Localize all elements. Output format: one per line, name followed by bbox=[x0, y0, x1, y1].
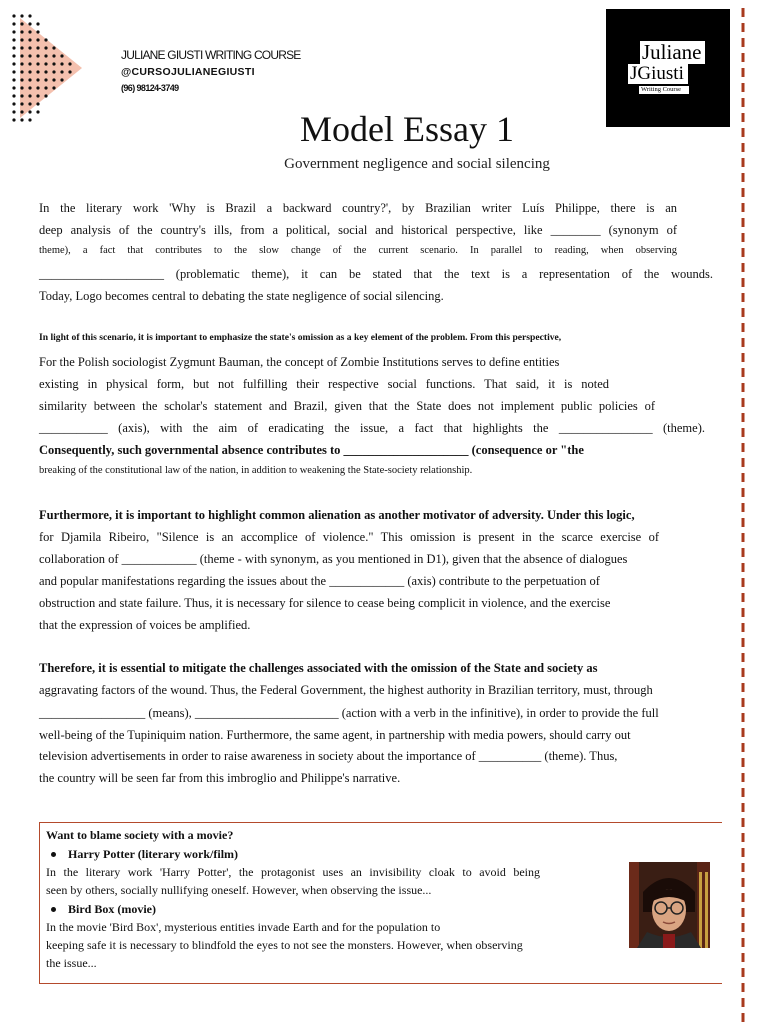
logo-line-3: Writing Course bbox=[639, 86, 689, 94]
decorative-dot bbox=[12, 22, 15, 25]
decorative-dot bbox=[60, 78, 63, 81]
p3-line: obstruction and state failure. Thus, it is necessary for silence to cease being complicit in violence, and the exercise bbox=[39, 596, 611, 610]
box-item-title: Bird Box (movie) bbox=[68, 902, 156, 916]
decorative-dot bbox=[20, 62, 23, 65]
decorative-dot bbox=[12, 102, 15, 105]
box-item-text: In the literary work 'Harry Potter', the protagonist uses an invisibility cloak to avoid being bbox=[46, 865, 540, 879]
decorative-dot bbox=[20, 22, 23, 25]
phone-number: (96) 98124-3749 bbox=[121, 83, 179, 93]
decorative-dot bbox=[28, 38, 31, 41]
page-title: Model Essay 1 bbox=[300, 109, 514, 149]
p2-line: For the Polish sociologist Zygmunt Bauman, the concept of Zombie Institutions serves to define entities bbox=[39, 355, 560, 369]
decorative-dot bbox=[44, 70, 47, 73]
p4-line: the country will be seen far from this imbroglio and Philippe's narrative. bbox=[39, 771, 401, 785]
decorative-dot bbox=[20, 54, 23, 57]
p3-line: that the expression of voices be amplified. bbox=[39, 618, 251, 632]
decorative-dot bbox=[28, 102, 31, 105]
p3-line: for Djamila Ribeiro, "Silence is an accomplice of violence." This omission is present in the scarce exercise of bbox=[39, 530, 659, 544]
p2-line: breaking of the constitutional law of the nation, in addition to weakening the State-society relationship. bbox=[39, 465, 473, 476]
box-item-title: Harry Potter (literary work/film) bbox=[68, 847, 239, 861]
decorative-dot bbox=[44, 54, 47, 57]
instagram-handle: @CURSOJULIANEGIUSTI bbox=[121, 66, 255, 78]
decorative-dot bbox=[20, 70, 23, 73]
p1-line: deep analysis of the country's ills, from a political, social and historical perspective, like ________ (synonym of bbox=[39, 223, 677, 237]
p4-line: aggravating factors of the wound. Thus, the Federal Government, the highest authority in Brazilian territory, must, through bbox=[39, 683, 653, 697]
p4-line: television advertisements in order to raise awareness in society about the importance of __________ (theme). Thus, bbox=[39, 749, 618, 763]
decorative-dot bbox=[60, 62, 63, 65]
decorative-dot bbox=[36, 70, 39, 73]
decorative-dot bbox=[68, 70, 71, 73]
decorative-dot bbox=[20, 14, 23, 17]
box-heading: Want to blame society with a movie? bbox=[46, 828, 234, 842]
decorative-dot bbox=[28, 86, 31, 89]
decorative-dot bbox=[28, 22, 31, 25]
box-item-text: keeping safe it is necessary to blindfold the eyes to not see the monsters. However, when observing bbox=[46, 938, 523, 952]
decorative-dot bbox=[28, 30, 31, 33]
decorative-dot bbox=[28, 94, 31, 97]
decorative-dot bbox=[12, 46, 15, 49]
decorative-dot bbox=[12, 14, 15, 17]
decorative-dot bbox=[28, 14, 31, 17]
bullet-icon bbox=[51, 852, 56, 857]
decorative-dot bbox=[36, 102, 39, 105]
p4-line: well-being of the Tupiniquim nation. Furthermore, the same agent, in partnership with media powers, should carry out bbox=[39, 728, 631, 742]
decorative-dot bbox=[52, 46, 55, 49]
decorative-dot bbox=[36, 94, 39, 97]
logo-line-1: Juliane bbox=[640, 41, 705, 64]
p2-line: existing in physical form, but not fulfilling their respective social functions. That said, it is noted bbox=[39, 377, 609, 391]
decorative-dot bbox=[12, 38, 15, 41]
decorative-dot bbox=[36, 54, 39, 57]
p3-line: collaboration of ____________ (theme - with synonym, as you mentioned in D1), given that the absence of dialogues bbox=[39, 552, 628, 566]
decorative-dot bbox=[28, 78, 31, 81]
decorative-dot bbox=[12, 78, 15, 81]
decorative-dot bbox=[28, 70, 31, 73]
decorative-dot bbox=[12, 70, 15, 73]
decorative-dot bbox=[12, 62, 15, 65]
p2-line: In light of this scenario, it is important to emphasize the state's omission as a key element of the problem. From this perspective, bbox=[39, 332, 562, 343]
decorative-dot bbox=[12, 30, 15, 33]
decorative-dot bbox=[44, 38, 47, 41]
p2-line: similarity between the scholar's statement and Brazil, given that the State does not implement public policies of bbox=[39, 399, 655, 413]
course-name: JULIANE GIUSTI WRITING COURSE bbox=[121, 48, 301, 62]
decorative-dot bbox=[52, 70, 55, 73]
decorative-dot bbox=[20, 102, 23, 105]
box-item-text: the issue... bbox=[46, 956, 97, 970]
p2-line: ___________ (axis), with the aim of eradicating the issue, a fact that highlights the _______________ (theme). bbox=[39, 421, 705, 435]
decorative-dot bbox=[20, 30, 23, 33]
decorative-dot bbox=[36, 38, 39, 41]
decorative-dot bbox=[68, 62, 71, 65]
logo-line-2: JGiusti bbox=[628, 64, 688, 84]
decorative-dot bbox=[20, 38, 23, 41]
p2-line: Consequently, such governmental absence contributes to ____________________ (consequence or "the bbox=[39, 443, 584, 457]
decorative-dot bbox=[36, 78, 39, 81]
decorative-dot bbox=[36, 30, 39, 33]
decorative-dot bbox=[36, 22, 39, 25]
decorative-dot bbox=[28, 54, 31, 57]
decorative-dot bbox=[20, 78, 23, 81]
decorative-dot bbox=[36, 46, 39, 49]
page-subtitle: Government negligence and social silencing bbox=[284, 156, 550, 172]
decorative-dot bbox=[60, 70, 63, 73]
p4-line: Therefore, it is essential to mitigate the challenges associated with the omission of the State and society as bbox=[39, 661, 598, 675]
p3-line: Furthermore, it is important to highlight common alienation as another motivator of adversity. Under this logic, bbox=[39, 508, 635, 522]
bullet-icon bbox=[51, 907, 56, 912]
decorative-dot bbox=[52, 62, 55, 65]
p4-line: _________________ (means), _______________________ (action with a verb in the infinitive), in order to provide the full bbox=[39, 706, 659, 720]
p3-line: and popular manifestations regarding the issues about the ____________ (axis) contribute to the perpetuation of bbox=[39, 574, 600, 588]
decorative-dot bbox=[12, 54, 15, 57]
brand-block bbox=[121, 48, 300, 93]
decorative-dot bbox=[36, 86, 39, 89]
decorative-dot bbox=[12, 94, 15, 97]
box-item-text: In the movie 'Bird Box', mysterious entities invade Earth and for the population to bbox=[46, 920, 441, 934]
decorative-dot bbox=[52, 54, 55, 57]
decorative-dot bbox=[44, 94, 47, 97]
p1-line: Today, Logo becomes central to debating the state negligence of social silencing. bbox=[39, 289, 444, 303]
p1-line: theme), a fact that contributes to the slow change of the current scenario. In parallel to reading, when observing bbox=[39, 245, 677, 256]
decorative-dot bbox=[20, 46, 23, 49]
p1-line: In the literary work 'Why is Brazil a backward country?', by Brazilian writer Luís Philippe, there is an bbox=[39, 201, 677, 215]
decorative-dot bbox=[44, 46, 47, 49]
decorative-dot bbox=[28, 46, 31, 49]
decorative-dot bbox=[44, 62, 47, 65]
decorative-dot bbox=[36, 62, 39, 65]
box-item-text: seen by others, socially nullifying oneself. However, when observing the issue... bbox=[46, 883, 432, 897]
decorative-dot bbox=[60, 54, 63, 57]
decorative-dot bbox=[52, 86, 55, 89]
decorative-dot bbox=[44, 78, 47, 81]
decorative-dot bbox=[52, 78, 55, 81]
harry-potter-photo bbox=[629, 862, 710, 948]
p1-line: ____________________ (problematic theme), it can be stated that the text is a representation of the wounds. bbox=[39, 267, 713, 281]
decorative-dot bbox=[12, 86, 15, 89]
decorative-dot bbox=[20, 94, 23, 97]
decorative-dot bbox=[44, 86, 47, 89]
decorative-dot bbox=[20, 86, 23, 89]
decorative-dot bbox=[28, 62, 31, 65]
